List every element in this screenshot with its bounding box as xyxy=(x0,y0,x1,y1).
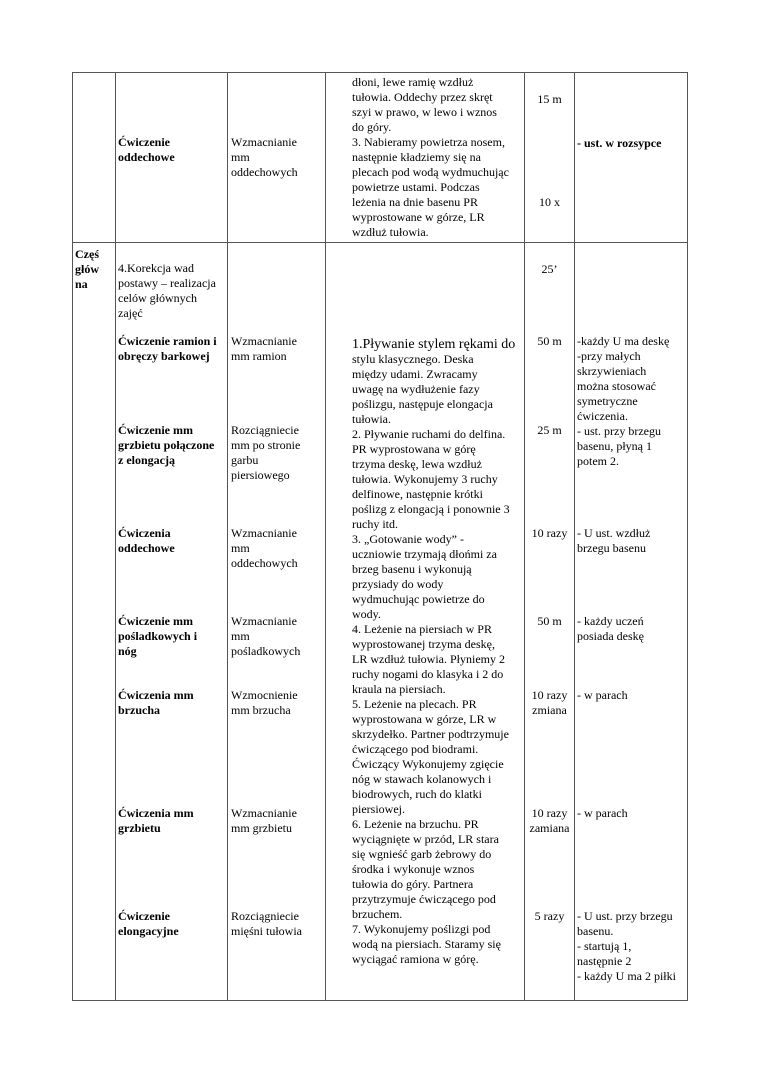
exercise-purpose: Wzmacnianie mm grzbietu xyxy=(231,806,297,835)
section-dose: 25’ xyxy=(541,262,558,276)
exercise-dose: 25 m xyxy=(537,423,562,437)
exercise-name: Ćwiczenie mm grzbietu połączone z elongacją xyxy=(118,423,215,467)
exercise-dose: 50 m xyxy=(537,614,562,628)
exercise-dose: 10 razy xyxy=(531,526,568,540)
exercise-dose: 5 razy xyxy=(534,909,565,923)
exercise-dose: 10 razy zamiana xyxy=(529,806,570,835)
column-divider xyxy=(325,72,326,1001)
exercise-notes: - U ust. przy brzegu basenu. - startują 1, następnie 2 - każdy U ma 2 piłki xyxy=(577,909,676,983)
column-divider xyxy=(574,72,575,1001)
column-divider xyxy=(227,72,228,1001)
exercise-name: Ćwiczenie oddechowe xyxy=(118,135,175,164)
column-divider xyxy=(687,72,688,1001)
exercise-notes: -każdy U ma deskę -przy małych skrzywieniach można stosować symetryczne ćwiczenia. xyxy=(577,334,670,423)
exercise-description: 1.Pływanie stylem rękami do stylu klasycznego. Deska między udami. Zwracamy uwagę na wydłużenie fazy poślizgu, następuje elongacja tułowia. 2. Pływanie ruchami do delfina. PR wyprostowana w górę trzyma deskę, lewa wzdłuż tułowia. Wykonujemy 3 ruchy delfinowe, następnie krótki poślizg z elongacją i ponownie 3 ruchy itd. 3. „Gotowanie wody” - uczniowie trzymają dłońmi za brzeg basenu i wykonują przysiady do wody wydmuchując powietrze do wody. 4. Leżenie na piersiach w PR wyprostowanej trzyma deskę, LR wzdłuż tułowia. Płyniemy 2 ruchy nogami do klasyka i 2 do kraula na piersiach. 5. Leżenie na plecach. PR wyprostowana w górze, LR w skrzydełko. Partner podtrzymuje ćwiczącego pod biodrami. Ćwiczący Wykonujemy zgięcie nóg w stawach kolanowych i biodrowych, ruch do klatki piersiowej. 6. Leżenie na brzuchu. PR wyciągnięte w przód, LR stara się wgnieść garb żebrowy do środka i wykonuje wznos tułowia do góry. Partnera przytrzymuje ćwiczącego pod brzuchem. 7. Wykonujemy poślizgi pod wodą na piersiach. Staramy się wyciągać ramiona w górę. xyxy=(352,337,516,966)
exercise-purpose: Rozciągniecie mm po stronie garbu piersiowego xyxy=(231,423,301,482)
exercise-notes: - U ust. wzdłuż brzegu basenu xyxy=(577,526,651,555)
exercise-name: Ćwiczenie elongacyjne xyxy=(118,909,179,938)
column-divider xyxy=(115,72,116,1001)
exercise-notes: - każdy uczeń posiada deskę xyxy=(577,614,644,643)
exercise-purpose: Wzmacnianie mm oddechowych xyxy=(231,526,298,570)
exercise-notes: - ust. w rozsypce xyxy=(577,136,662,150)
table-bottom-border xyxy=(72,1000,687,1001)
exercise-dose: 50 m xyxy=(537,334,562,348)
exercise-notes: - w parach xyxy=(577,806,628,820)
exercise-purpose: Rozciągniecie mięśni tułowia xyxy=(231,909,302,938)
column-divider xyxy=(72,72,73,1001)
exercise-description: dłoni, lewe ramię wzdłuż tułowia. Oddechy przez skręt szyi w prawo, w lewo i wznos do góry. 3. Nabieramy powietrza nosem, następnie kładziemy się na plecach pod wodą wydmuchując powietrze ustami. Podczas leżenia na dnie basenu PR wyprostowane w górze, LR wzdłuż tułowia. xyxy=(352,75,509,239)
exercise-purpose: Wzmacnianie mm oddechowych xyxy=(231,135,298,179)
exercise-notes: - ust. przy brzegu basenu, płyną 1 potem 2. xyxy=(577,424,661,468)
exercise-dose: 10 x xyxy=(539,195,560,209)
exercise-name: Ćwiczenia oddechowe xyxy=(118,526,175,555)
exercise-dose: 15 m xyxy=(537,92,562,106)
exercise-notes: - w parach xyxy=(577,688,628,702)
exercise-name: Ćwiczenie mm pośladkowych i nóg xyxy=(118,614,198,658)
part-label: Częś głów na xyxy=(75,247,99,291)
exercise-name: Ćwiczenie ramion i obręczy barkowej xyxy=(118,334,217,363)
exercise-name: Ćwiczenia mm grzbietu xyxy=(118,806,194,835)
table-top-border xyxy=(72,72,687,73)
row-divider xyxy=(72,242,687,243)
exercise-dose: 10 razy zmiana xyxy=(531,688,568,717)
exercise-name: Ćwiczenia mm brzucha xyxy=(118,688,194,717)
exercise-purpose: Wzmocnienie mm brzucha xyxy=(231,688,298,717)
exercise-purpose: Wzmacnianie mm ramion xyxy=(231,334,297,363)
exercise-purpose: Wzmacnianie mm pośladkowych xyxy=(231,614,301,658)
section-title: 4.Korekcja wad postawy – realizacja celów głównych zajęć xyxy=(118,261,216,320)
